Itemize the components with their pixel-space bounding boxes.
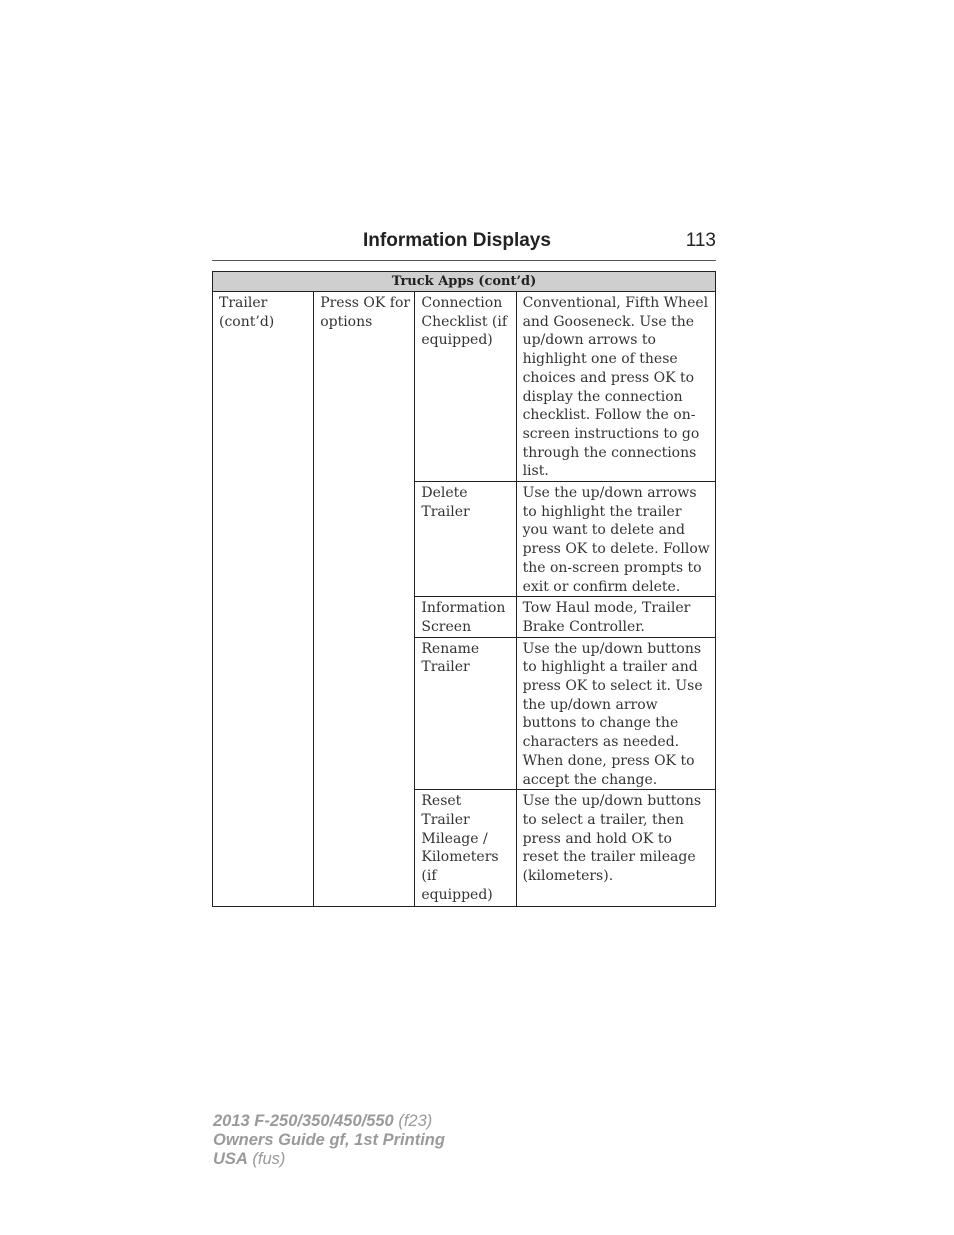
table-caption-row [213,272,716,292]
description-cell: Use the up/down buttons to select a trailer, then press and hold OK to reset the trailer mileage (kilometers). [516,790,715,906]
menu-item-cell: Reset Trailer Mileage / Kilometers (if equipped) [415,790,516,906]
truck-apps-table [212,271,716,907]
menu-level-2-cell: Press OK for options [314,292,415,907]
menu-item-cell: Information Screen [415,597,516,637]
page-number: 113 [685,230,716,251]
footer-edition: Owners Guide gf, 1st Printing [213,1131,445,1149]
footer-market-code: (fus) [247,1150,286,1168]
page-title: Information Displays [363,230,551,251]
footer-line-3 [213,1150,445,1169]
menu-item-cell: Rename Trailer [415,637,516,790]
description-cell: Tow Haul mode, Trailer Brake Controller. [516,597,715,637]
table-caption: Truck Apps (cont’d) [213,272,716,292]
footer-model-code: (f23) [393,1112,433,1130]
description-cell: Use the up/down buttons to highlight a trailer and press OK to select it. Use the up/down arrow buttons to change the characters as needed. When done, press OK to accept the change. [516,637,715,790]
table-row [213,292,716,482]
page-footer [213,1112,445,1169]
menu-level-1-cell: Trailer (cont’d) [213,292,314,907]
description-cell: Use the up/down arrows to highlight the trailer you want to delete and press OK to delete. Follow the on-screen prompts to exit or confirm delete. [516,482,715,597]
menu-item-cell: Connection Checklist (if equipped) [415,292,516,482]
footer-line-2 [213,1131,445,1150]
footer-model: 2013 F-250/350/450/550 [213,1112,394,1130]
footer-line-1 [213,1112,445,1131]
page-header [212,228,716,261]
menu-item-cell: Delete Trailer [415,482,516,597]
footer-market: USA [213,1150,248,1168]
description-cell: Conventional, Fifth Wheel and Gooseneck. Use the up/down arrows to highlight one of these choices and press OK to display the connection checklist. Follow the on-screen instructions to go through the connections list. [516,292,715,482]
